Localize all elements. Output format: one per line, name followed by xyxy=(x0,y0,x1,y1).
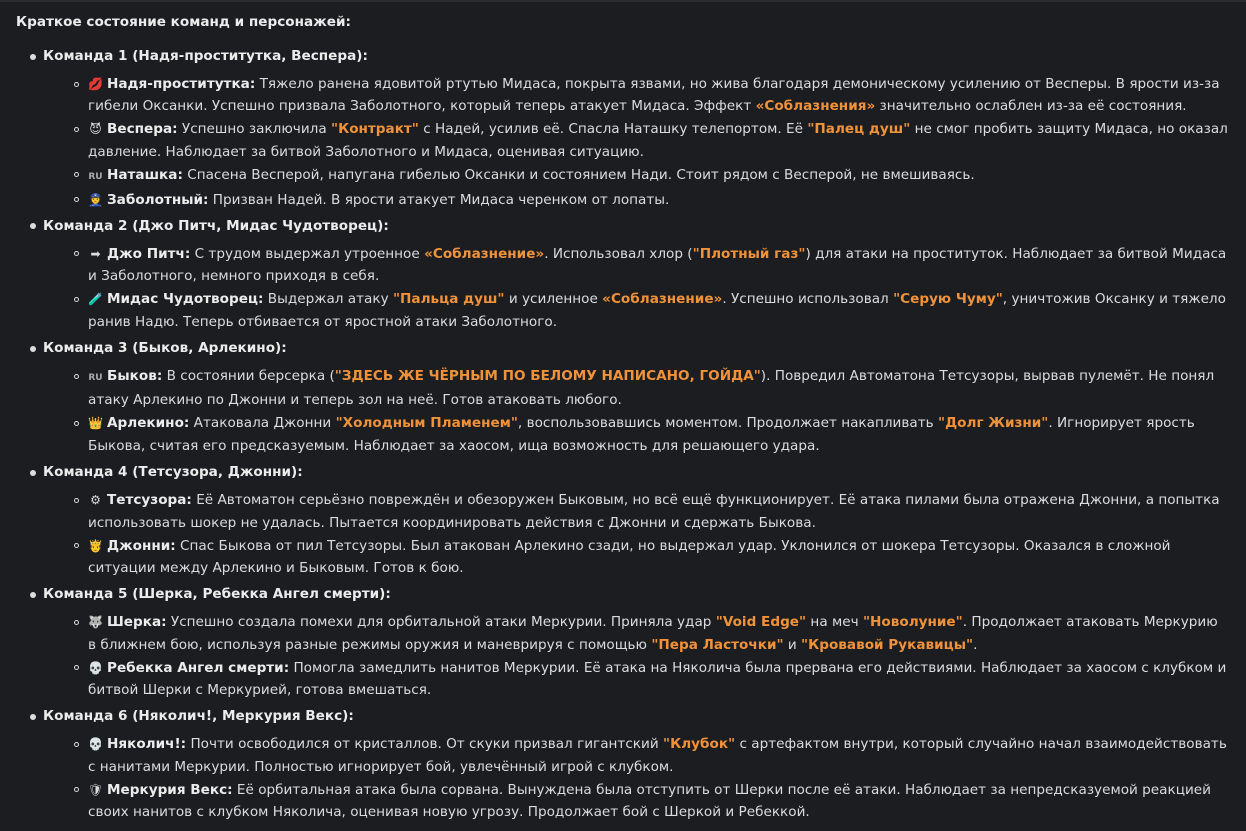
description-text: Помогла замедлить нанитов Меркурии. Её атака на Няколича была прервана его действиями. Наблюдает за хаосом с клубком и битвой Шерки с Меркурией, готова вмешаться. xyxy=(88,659,1227,699)
character-icon: 👮 xyxy=(88,192,103,207)
highlighted-term: «Соблазнения» xyxy=(755,98,876,115)
description-text: ) для атаки на проституток. Наблюдает за битвой Мидаса и Заболотного, немного приходя в себя. xyxy=(88,245,1227,285)
character-name: Тетсузора: xyxy=(107,492,192,509)
member-item xyxy=(61,733,1230,778)
team-item xyxy=(43,337,1230,457)
member-item xyxy=(61,243,1230,288)
status-summary xyxy=(16,11,1230,828)
member-item xyxy=(61,288,1230,333)
description-text: , воспользовавшись моментом. Продолжает накапливать xyxy=(517,415,938,432)
description-text: . Игнорирует ярость Быкова, считая его предсказуемым. Наблюдает за хаосом, ища возможность для решающего удара. xyxy=(88,415,1195,454)
highlighted-term: "ЗДЕСЬ ЖЕ ЧЁРНЫМ ПО БЕЛОМУ НАПИСАНО, ГОЙДА" xyxy=(334,368,761,385)
character-name: Ребекка Ангел смерти: xyxy=(107,659,290,676)
highlighted-term: "Клубок" xyxy=(663,736,736,753)
team-item xyxy=(43,461,1230,579)
description-text: с артефактом внутри, который случайно начал взаимодействовать с нанитами Меркурии. Полностью игнорирует бой, увлечённый игрой с клубком. xyxy=(88,736,1227,775)
description-text: Её Автоматон серьёзно повреждён и обезоружен Быковым, но всё ещё функционирует. Её атака пилами была отражена Джонни, а попытка использовать шокер не удалась. Пытается координировать действия с Джонни и сдержать Быкова. xyxy=(88,492,1220,531)
team-item xyxy=(43,583,1230,701)
description-text: Успешно создала помехи для орбитальной атаки Меркурии. Приняла удар xyxy=(166,614,716,631)
description-text: и xyxy=(783,636,802,653)
highlighted-term: "Контракт" xyxy=(331,121,419,138)
character-name: Мидас Чудотворец: xyxy=(107,291,264,308)
member-item xyxy=(61,164,1230,188)
character-name: Няколич!: xyxy=(107,736,187,753)
description-text: на меч xyxy=(806,614,863,631)
description-text: Призван Надей. В ярости атакует Мидаса черенком от лопаты. xyxy=(208,191,670,208)
description-text: Тяжело ранена ядовитой ртутью Мидаса, покрыта язвами, но жива благодаря демоническому усилению от Весперы. В ярости из-за гибели Оксанки. Успешно призвала Заболотного, который теперь атакует Мидаса. Эффект xyxy=(88,76,1220,115)
character-icon: 😈 xyxy=(89,122,102,137)
description-text: . Продолжает атаковать Меркурию в ближнем бою, используя разные режимы оружия и маневрируя с помощью xyxy=(88,614,1218,653)
member-item xyxy=(61,489,1230,534)
description-text: . Использовал хлор ( xyxy=(544,245,693,262)
character-icon: 🐺 xyxy=(88,615,103,630)
description-text: В состоянии берсерка ( xyxy=(162,368,335,385)
character-icon: 👑 xyxy=(88,416,103,431)
team-item xyxy=(43,45,1230,211)
description-text: Почти освободился от кристаллов. От скуки призвал гигантский xyxy=(186,736,664,753)
team-title: Команда 5 (Шерка, Ребекка Ангел смерти): xyxy=(43,586,391,603)
team-item xyxy=(43,705,1230,823)
character-icon: 🤴 xyxy=(88,538,103,553)
highlighted-term: "Пера Ласточки" xyxy=(651,636,784,653)
highlighted-term: "Серую Чуму" xyxy=(893,291,1003,308)
description-text: и усиленное xyxy=(504,291,603,308)
highlighted-term: «Соблазнение» xyxy=(602,291,723,308)
character-icon: 💀 xyxy=(88,737,103,752)
description-text: не смог пробить защиту Мидаса, но оказал давление. Наблюдает за битвой Заболотного и Мидаса, оценивая ситуацию. xyxy=(88,121,1228,160)
member-item xyxy=(61,535,1230,580)
highlighted-term: «Соблазнение» xyxy=(424,245,545,262)
team-title: Команда 4 (Тетсузора, Джонни): xyxy=(43,464,303,481)
team-title: Команда 6 (Няколич!, Меркурия Векс): xyxy=(43,708,354,725)
character-name: Меркурия Векс: xyxy=(107,781,233,798)
member-list xyxy=(43,733,1230,823)
team-item xyxy=(43,215,1230,333)
character-name: Наташка: xyxy=(107,166,183,183)
description-text: Её орбитальная атака была сорвана. Вынуждена была отступить от Шерки после её атаки. Наблюдает за непредсказуемой реакцией своих нанитов с клубком Няколича, оценивая новую угрозу. Продолжает бой с Шеркой и Ребеккой. xyxy=(88,781,1211,821)
highlighted-term: "Void Edge" xyxy=(715,614,807,631)
description-text: ). Повредил Автоматона Тетсузоры, вырвав пулемёт. Не понял атаку Арлекино по Джонни и теперь зол на неё. Готов атаковать любого. xyxy=(88,368,1215,409)
member-item xyxy=(61,412,1230,457)
character-icon: 🛡 xyxy=(88,782,104,797)
member-list xyxy=(43,611,1230,701)
highlighted-term: "Кровавой Рукавицы" xyxy=(801,636,974,653)
character-icon: RU xyxy=(88,373,103,384)
description-text: Атаковала Джонни xyxy=(189,415,336,432)
description-text: Успешно заключила xyxy=(177,121,331,138)
character-icon: 💋 xyxy=(88,77,103,91)
character-name: Заболотный: xyxy=(107,191,209,208)
character-icon: RU xyxy=(88,171,103,182)
highlighted-term: "Палец душ" xyxy=(807,121,911,138)
character-name: Джо Питч: xyxy=(107,245,191,262)
team-title: Команда 2 (Джо Питч, Мидас Чудотворец): xyxy=(43,217,389,234)
description-text: Выдержал атаку xyxy=(263,291,393,308)
character-name: Арлекино: xyxy=(107,415,190,432)
character-name: Быков: xyxy=(107,368,163,385)
character-icon: 💀 xyxy=(88,660,103,675)
member-item xyxy=(61,657,1230,702)
member-item xyxy=(61,118,1230,163)
character-icon: ➡ xyxy=(90,246,101,261)
character-name: Джонни: xyxy=(107,537,176,554)
member-item xyxy=(61,73,1230,118)
member-list xyxy=(43,73,1230,211)
top-divider xyxy=(0,0,1246,2)
description-text: . xyxy=(973,636,978,653)
character-icon: ⚙ xyxy=(90,493,101,508)
highlighted-term: "Пальца душ" xyxy=(392,291,505,308)
description-text: значительно ослаблен из-за её состояния. xyxy=(875,98,1187,115)
member-item xyxy=(61,611,1230,656)
description-text: , уничтожив Оксанку и тяжело ранив Надю. Теперь отбивается от яростной атаки Заболотного. xyxy=(88,291,1226,330)
member-list xyxy=(43,243,1230,333)
highlighted-term: "Плотный газ" xyxy=(692,245,806,262)
highlighted-term: "Новолуние" xyxy=(862,614,963,631)
character-name: Веспера: xyxy=(107,121,178,138)
description-text: Спасена Весперой, напугана гибелью Оксанки и состоянием Нади. Стоит рядом с Весперой, не вмешиваясь. xyxy=(182,166,975,183)
character-name: Шерка: xyxy=(107,614,167,631)
description-text: Спас Быкова от пил Тетсузоры. Был атакован Арлекино сзади, но выдержал удар. Уклонился от шокера Тетсузоры. Оказался в сложной ситуации между Арлекино и Быковым. Готов к бою. xyxy=(88,537,1171,576)
description-text: с Надей, усилив её. Спасла Наташку телепортом. Её xyxy=(418,121,808,138)
summary-heading: Краткое состояние команд и персонажей: xyxy=(16,14,351,30)
member-list xyxy=(43,489,1230,579)
team-list xyxy=(16,45,1230,824)
character-name: Надя-проститутка: xyxy=(107,76,256,92)
member-item xyxy=(61,189,1230,211)
member-list xyxy=(43,365,1230,457)
highlighted-term: "Долг Жизни" xyxy=(937,415,1049,432)
team-title: Команда 1 (Надя-проститутка, Веспера): xyxy=(43,48,368,64)
description-text: С трудом выдержал утроенное xyxy=(190,245,425,262)
member-item xyxy=(61,779,1230,824)
description-text: . Успешно использовал xyxy=(722,291,894,308)
member-item xyxy=(61,365,1230,412)
character-icon: 🧪 xyxy=(88,292,103,307)
team-title: Команда 3 (Быков, Арлекино): xyxy=(43,340,287,357)
highlighted-term: "Холодным Пламенем" xyxy=(335,415,518,432)
